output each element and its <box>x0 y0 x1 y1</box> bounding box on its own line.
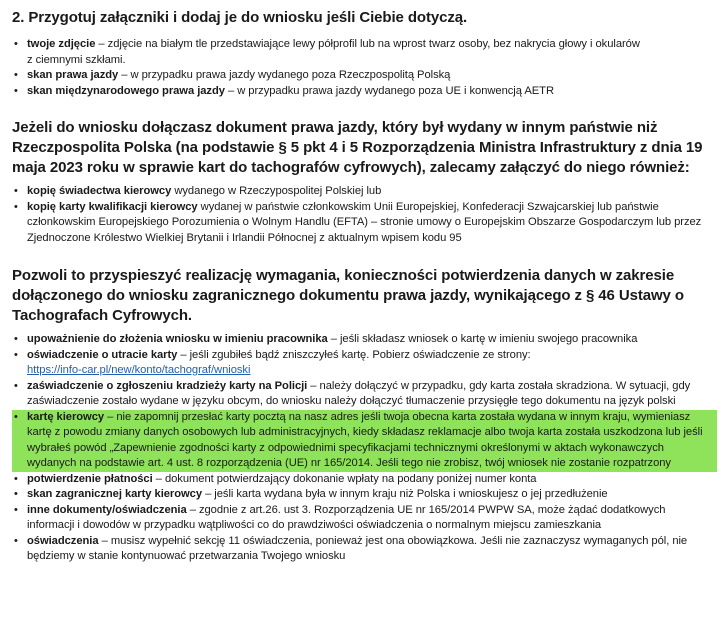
attachments-heading: 2. Przygotuj załączniki i dodaj je do wniosku jeśli Ciebie dotyczą. <box>12 9 468 26</box>
item-bold: skan zagranicznej karty kierowcy <box>27 488 203 500</box>
list-item <box>12 68 717 84</box>
list-item <box>12 184 717 200</box>
attachments-section <box>12 8 717 99</box>
item-bold: oświadczenia <box>27 534 99 547</box>
list-item <box>12 348 717 379</box>
item-text-line2: z ciemnymi szkłami. <box>27 53 126 66</box>
item-text: wydanego w Rzeczypospolitej Polskiej lub <box>171 185 382 197</box>
item-bold: oświadczenie o utracie karty <box>27 348 178 361</box>
attachments-list <box>12 37 717 99</box>
item-bold: zaświadczenie o zgłoszeniu kradzieży karty na Policji <box>27 379 308 392</box>
requirements-section <box>12 266 717 565</box>
item-bold: potwierdzenie płatności <box>27 472 153 485</box>
list-item <box>12 472 717 488</box>
list-item <box>12 84 717 100</box>
item-text: – jeśli zgubiłeś bądź zniszczyłeś kartę. Pobierz oświadczenie ze strony: <box>177 348 531 361</box>
item-text: – jeśli składasz wniosek o kartę w imieniu swojego pracownika <box>327 333 638 345</box>
item-text: – zgodnie z art.26. ust 3. Rozporządzenia UE nr 165/2014 PWPW SA, może żądać dodatkowych informacji i dowodów w przypadku wątpliwości co do prawdziwości oświadczenia o normalnym miejscu zamieszkania <box>27 503 666 531</box>
list-item <box>12 200 717 247</box>
list-item <box>12 379 717 410</box>
highlighted-list-item <box>12 410 717 472</box>
item-bold: skan prawa jazdy <box>27 69 119 81</box>
item-text: – w przypadku prawa jazdy wydanego poza UE i konwencją AETR <box>224 84 554 97</box>
list-item <box>12 37 717 68</box>
item-text: – dokument potwierdzający dokonanie wpłaty na podany poniżej numer konta <box>152 472 537 485</box>
requirements-heading: Pozwoli to przyspieszyć realizację wymagania, konieczności potwierdzenia danych w zakresie dołączonego do wniosku zagranicznego dokumentu prawa jazdy, wynikającego z § 46 Ustawy o Tachografach Cyfrowych. <box>12 267 684 324</box>
item-text: – jeśli karta wydana była w innym kraju niż Polska i wnioskujesz o jej przedłużenie <box>202 488 608 500</box>
item-text: – musisz wypełnić sekcję 11 oświadczenia, ponieważ jest ona obowiązkowa. Jeśli nie zaznaczysz wymaganych pól, nie będziemy w stanie kontynuować przetwarzania Twojego wniosku <box>27 534 688 562</box>
item-bold: inne dokumenty/oświadczenia <box>27 503 187 516</box>
list-item <box>12 332 717 348</box>
list-item <box>12 503 717 534</box>
item-text: wydanej w państwie członkowskim Unii Europejskiej, Konfederacji Szwajcarskiej lub państwie członkowskim Europejskiego Porozumienia o Wolnym Handlu (EFTA) – stronie umowy o Europejskim Obszarze Gospodarczym lub przez Zjednoczone Królestwo Wielkiej Brytanii i Irlandii Północnej z aktualnym wpisem kodu 95 <box>27 200 702 244</box>
foreign-license-list <box>12 184 717 246</box>
item-bold: kartę kierowcy <box>27 410 105 423</box>
item-text: – należy dołączyć w przypadku, gdy karta została skradziona. W sytuacji, gdy zaświadczenie zostało wydane w języku obcym, do wniosku należy dołączyć tłumaczenie przysięgłe tego dokumentu na język polski <box>27 379 691 407</box>
list-item <box>12 534 717 565</box>
item-text: – zdjęcie na białym tle przedstawiające lewy półprofil lub na wprost twarz osoby, bez nakrycia głowy i okularów <box>95 38 640 50</box>
list-item <box>12 487 717 503</box>
item-bold: upoważnienie do złożenia wniosku w imieniu pracownika <box>27 333 328 345</box>
requirements-list <box>12 332 717 565</box>
foreign-license-heading: Jeżeli do wniosku dołączasz dokument prawa jazdy, który był wydany w innym państwie niż Rzeczpospolita Polska (na podstawie § 5 pkt 4 i 5 Rozporządzenia Ministra Infrastruktury z dnia 19 maja 2023 roku w sprawie kart do tachografów cyfrowych), zalecamy załączyć do niego również: <box>12 119 703 176</box>
item-text: – nie zapomnij przesłać karty pocztą na nasz adres jeśli twoja obecna karta została wydana w innym kraju, wymieniasz kartę z powodu zmiany danych osobowych lub administracyjnych, kiedy składasz reklamacje albo twoja karta została uszkodzona lub jeśli wybrałeś powód „Zapewnienie zgodności karty z odpowiednimi specyfikacjami technicznymi określonymi w aktach wykonawczych wydanych na podstawie art. 4 ust. 8 rozporządzenia (UE) nr 165/2014. Jeśli tego nie zrobisz, twój wniosek nie zostanie rozpatrzony <box>27 410 703 469</box>
foreign-license-section <box>12 118 717 246</box>
item-bold: kopię karty kwalifikacji kierowcy <box>27 200 198 213</box>
item-bold: skan międzynarodowego prawa jazdy <box>27 84 225 97</box>
item-bold: twoje zdjęcie <box>27 38 96 50</box>
item-bold: kopię świadectwa kierowcy <box>27 185 172 197</box>
item-text: – w przypadku prawa jazdy wydanego poza Rzeczpospolitą Polską <box>118 69 451 81</box>
statement-download-link[interactable]: https://info-car.pl/new/konto/tachograf/wnioski <box>27 364 251 376</box>
